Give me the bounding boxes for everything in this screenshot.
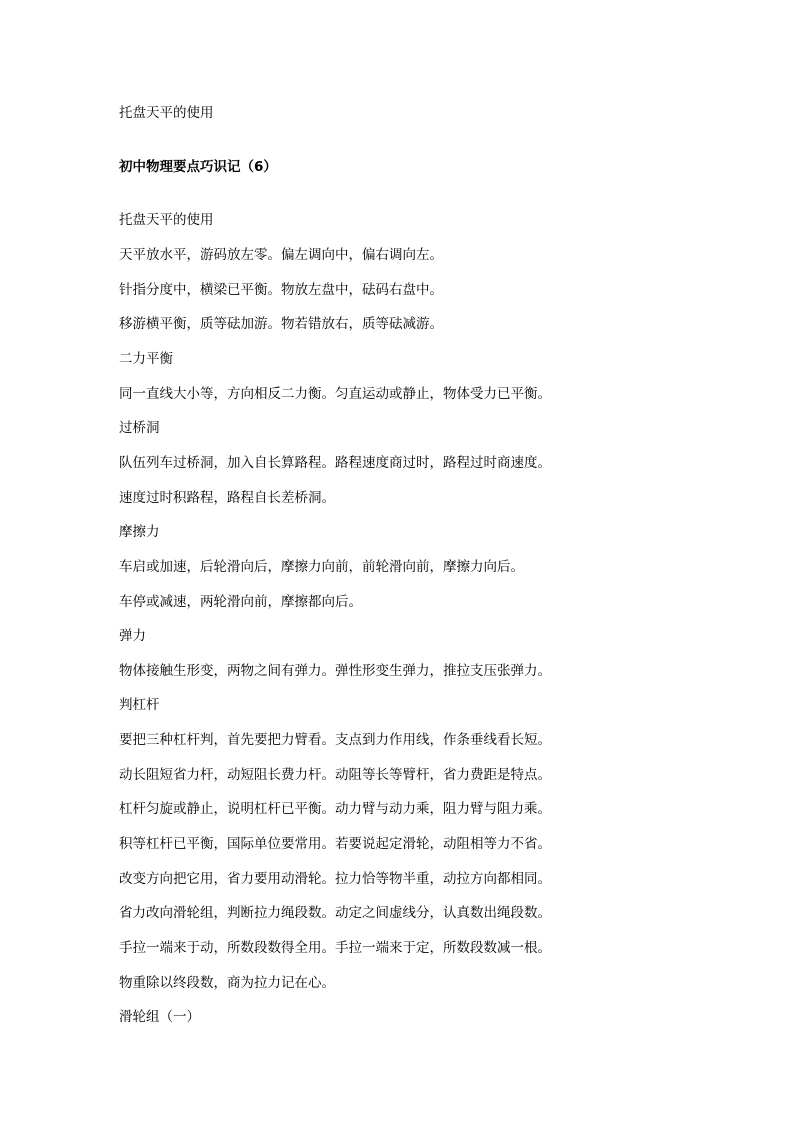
paragraph-line: 队伍列车过桥洞，加入自长算路程。路程速度商过时，路程过时商速度。 bbox=[119, 455, 551, 471]
section-heading-pulley: 滑轮组（一） bbox=[119, 1009, 200, 1025]
paragraph-line: 针指分度中，横梁已平衡。物放左盘中，砝码右盘中。 bbox=[119, 282, 443, 298]
paragraph-line: 杠杆匀旋或静止，说明杠杆已平衡。动力臂与动力乘，阻力臂与阻力乘。 bbox=[119, 801, 551, 817]
section-heading-elastic: 弹力 bbox=[119, 628, 146, 644]
paragraph-line: 速度过时积路程，路程自长差桥洞。 bbox=[119, 490, 335, 506]
paragraph-line: 物体接触生形变，两物之间有弹力。弹性形变生弹力，推拉支压张弹力。 bbox=[119, 663, 551, 679]
paragraph-line: 省力改向滑轮组，判断拉力绳段数。动定之间虚线分，认真数出绳段数。 bbox=[119, 905, 551, 921]
section-heading-two-force: 二力平衡 bbox=[119, 351, 173, 367]
paragraph-line: 车停或减速，两轮滑向前，摩擦都向后。 bbox=[119, 594, 362, 610]
paragraph-line: 动长阻短省力杆，动短阻长费力杆。动阻等长等臂杆，省力费距是特点。 bbox=[119, 767, 551, 783]
paragraph-line: 要把三种杠杆判，首先要把力臂看。支点到力作用线，作条垂线看长短。 bbox=[119, 732, 551, 748]
paragraph-line: 改变方向把它用，省力要用动滑轮。拉力恰等物半重，动拉方向都相同。 bbox=[119, 871, 551, 887]
section-heading-balance: 托盘天平的使用 bbox=[119, 212, 214, 228]
paragraph-line: 天平放水平，游码放左零。偏左调向中，偏右调向左。 bbox=[119, 247, 443, 263]
paragraph-line: 车启或加速，后轮滑向后，摩擦力向前，前轮滑向前，摩擦力向后。 bbox=[119, 559, 524, 575]
paragraph-line: 移游横平衡，质等砝加游。物若错放右，质等砝减游。 bbox=[119, 316, 443, 332]
paragraph-line: 物重除以终段数，商为拉力记在心。 bbox=[119, 975, 335, 991]
section-heading-bridge: 过桥洞 bbox=[119, 420, 160, 436]
paragraph-line: 手拉一端来于动，所数段数得全用。手拉一端来于定，所数段数减一根。 bbox=[119, 940, 551, 956]
section-heading-lever: 判杠杆 bbox=[119, 697, 160, 713]
paragraph-line: 同一直线大小等，方向相反二力衡。匀直运动或静止，物体受力已平衡。 bbox=[119, 386, 551, 402]
top-title: 托盘天平的使用 bbox=[119, 105, 214, 121]
main-heading: 初中物理要点巧识记（6） bbox=[119, 159, 277, 175]
paragraph-line: 积等杠杆已平衡，国际单位要常用。若要说起定滑轮，动阻相等力不省。 bbox=[119, 836, 551, 852]
section-heading-friction: 摩擦力 bbox=[119, 524, 160, 540]
